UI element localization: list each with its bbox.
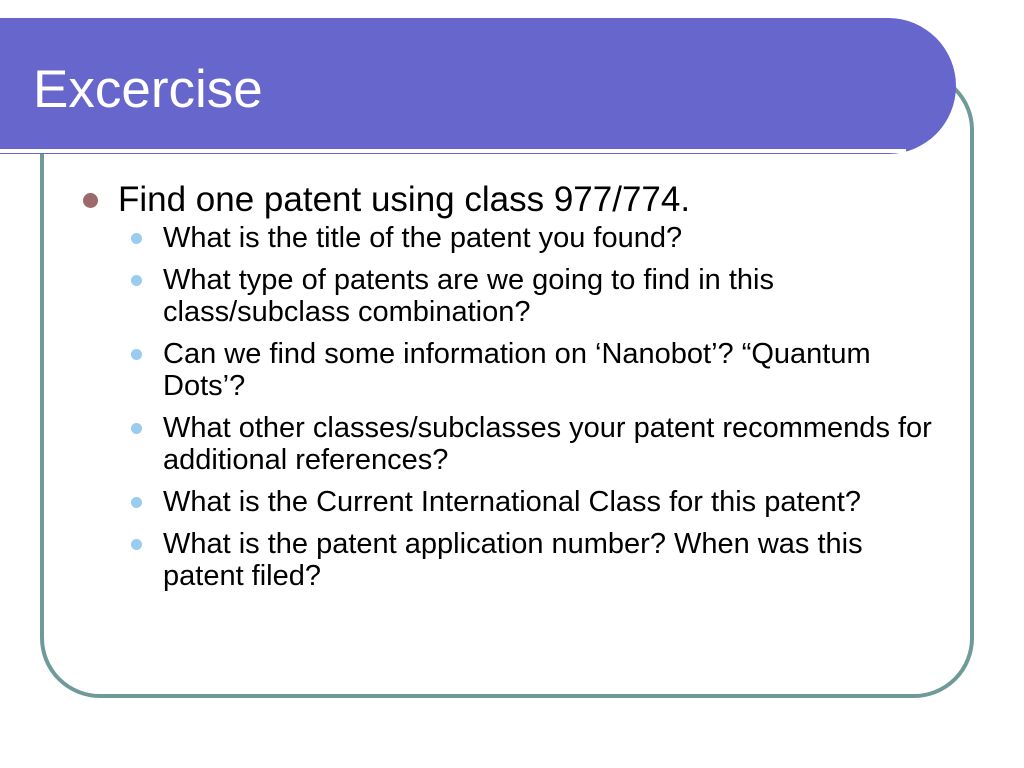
sub-bullet-text: What is the title of the patent you found? [163,222,683,254]
sub-bullet-dot-icon [131,349,142,360]
sub-bullet-item [127,222,942,254]
sub-bullet-dot-icon [131,423,142,434]
sub-bullet-item [127,528,942,592]
sub-bullet-list [127,222,942,592]
main-bullet-dot-icon [83,193,98,208]
main-bullet-item [82,178,942,592]
sub-bullet-dot-icon [131,275,142,286]
sub-bullet-dot-icon [131,539,142,550]
title-underline [0,149,906,153]
sub-bullet-text: What other classes/subclasses your patent recommends for additional references? [163,412,932,476]
main-bullet-text: Find one patent using class 977/774. [118,180,691,219]
slide-title: Excercise [33,60,263,119]
sub-bullet-text: What type of patents are we going to find in this class/subclass combination? [163,264,774,328]
sub-bullet-text: Can we find some information on ‘Nanobot’? “Quantum Dots’? [163,338,871,402]
sub-bullet-text: What is the patent application number? When was this patent filed? [163,528,863,592]
sub-bullet-dot-icon [131,497,142,508]
sub-bullet-text: What is the Current International Class for this patent? [163,486,861,518]
sub-bullet-item [127,486,942,518]
sub-bullet-item [127,264,942,328]
sub-bullet-item [127,412,942,476]
bullet-list [82,178,942,602]
sub-bullet-dot-icon [131,233,142,244]
sub-bullet-item [127,338,942,402]
title-bar [0,18,956,154]
